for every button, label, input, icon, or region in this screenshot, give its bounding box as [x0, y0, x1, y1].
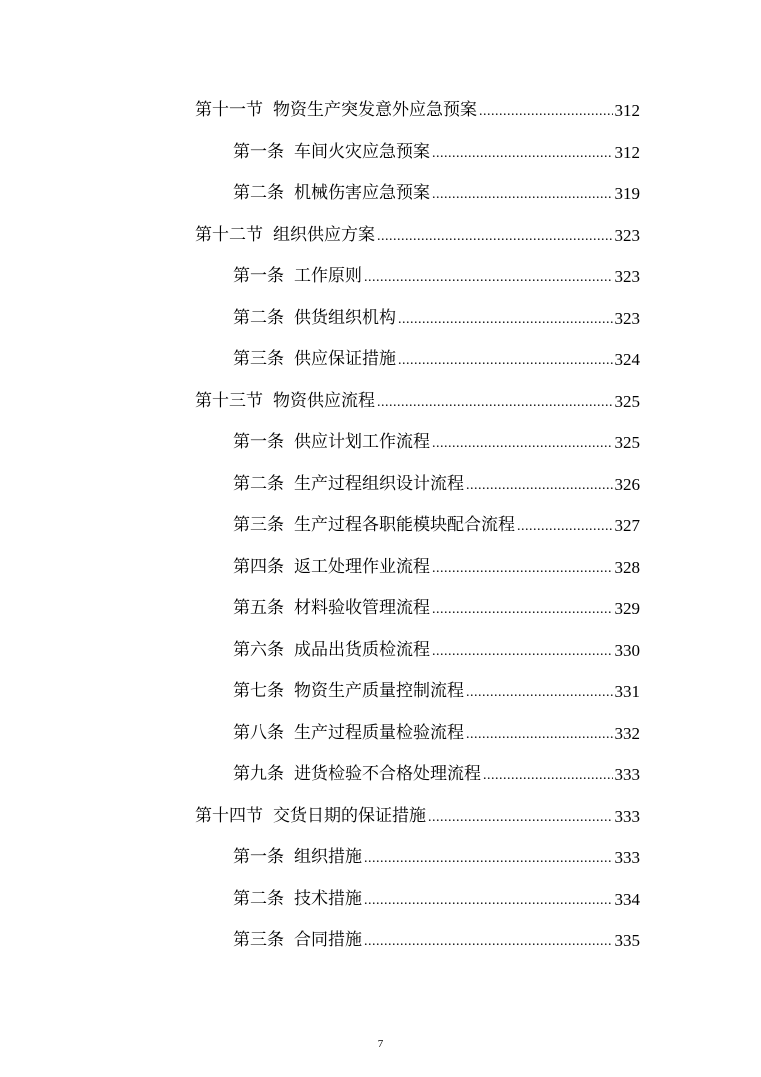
- toc-entry-number: 第四条: [233, 556, 284, 577]
- toc-article-entry[interactable]: [0, 505, 761, 547]
- toc-article-entry[interactable]: [0, 298, 761, 340]
- dot-leader: [517, 517, 613, 534]
- dot-leader: [432, 185, 613, 202]
- toc-entry-page: 319: [614, 184, 640, 204]
- toc-entry-number: 第八条: [233, 722, 284, 743]
- dot-leader: [377, 393, 613, 410]
- dot-leader: [398, 310, 613, 327]
- dot-leader: [432, 642, 613, 659]
- toc-entry-title: 车间火灾应急预案: [294, 141, 430, 162]
- toc-entry-number: 第二条: [233, 888, 284, 909]
- toc-entry-page: 333: [614, 848, 640, 868]
- toc-entry-title: 技术措施: [294, 888, 362, 909]
- toc-article-entry[interactable]: [0, 173, 761, 215]
- toc-entry-number: 第七条: [233, 681, 284, 702]
- toc-entry-title: 进货检验不合格处理流程: [294, 764, 481, 785]
- toc-article-entry[interactable]: [0, 837, 761, 879]
- toc-article-entry[interactable]: [0, 671, 761, 713]
- toc-entry-number: 第一条: [233, 266, 284, 287]
- toc-entry-page: 333: [614, 806, 640, 826]
- dot-leader: [466, 683, 613, 700]
- toc-entry-page: 325: [614, 391, 640, 411]
- toc-entry-number: 第一条: [233, 847, 284, 868]
- toc-entry-number: 第十三节: [195, 390, 263, 411]
- toc-entry-page: 323: [614, 308, 640, 328]
- toc-entry-page: 312: [614, 142, 640, 162]
- toc-section-entry[interactable]: [0, 796, 761, 838]
- toc-entry-number: 第三条: [233, 515, 284, 536]
- page-number: 7: [377, 1038, 384, 1050]
- toc-entry-page: 335: [614, 931, 640, 951]
- toc-entry-page: 312: [614, 101, 640, 121]
- toc-article-entry[interactable]: [0, 879, 761, 921]
- toc-entry-number: 第十一节: [195, 100, 263, 121]
- dot-leader: [398, 351, 613, 368]
- toc-entry-number: 第三条: [233, 930, 284, 951]
- toc-article-entry[interactable]: [0, 630, 761, 672]
- toc-entry-number: 第一条: [233, 432, 284, 453]
- toc-entry-number: 第十四节: [195, 805, 263, 826]
- toc-entry-number: 第五条: [233, 598, 284, 619]
- toc-entry-page: 327: [614, 516, 640, 536]
- toc-article-entry[interactable]: [0, 256, 761, 298]
- toc-entry-title: 生产过程组织设计流程: [294, 473, 464, 494]
- dot-leader: [364, 891, 613, 908]
- dot-leader: [483, 766, 613, 783]
- toc-entry-title: 组织供应方案: [273, 224, 375, 245]
- toc-section-entry[interactable]: [0, 90, 761, 132]
- toc-entry-page: 323: [614, 225, 640, 245]
- dot-leader: [364, 268, 613, 285]
- toc-entry-title: 物资生产质量控制流程: [294, 681, 464, 702]
- toc-article-entry[interactable]: [0, 920, 761, 962]
- dot-leader: [364, 932, 613, 949]
- dot-leader: [479, 102, 613, 119]
- toc-entry-page: 326: [614, 474, 640, 494]
- dot-leader: [432, 144, 613, 161]
- toc-entry-number: 第二条: [233, 183, 284, 204]
- toc-entry-title: 工作原则: [294, 266, 362, 287]
- toc-entry-page: 324: [614, 350, 640, 370]
- toc-entry-number: 第六条: [233, 639, 284, 660]
- table-of-contents: [0, 90, 761, 962]
- toc-article-entry[interactable]: [0, 754, 761, 796]
- toc-article-entry[interactable]: [0, 547, 761, 589]
- toc-entry-title: 物资生产突发意外应急预案: [273, 100, 477, 121]
- toc-entry-title: 合同措施: [294, 930, 362, 951]
- toc-entry-title: 生产过程各职能模块配合流程: [294, 515, 515, 536]
- toc-entry-number: 第三条: [233, 349, 284, 370]
- toc-entry-title: 材料验收管理流程: [294, 598, 430, 619]
- toc-entry-number: 第二条: [233, 307, 284, 328]
- dot-leader: [466, 725, 613, 742]
- dot-leader: [432, 434, 613, 451]
- toc-article-entry[interactable]: [0, 132, 761, 174]
- toc-article-entry[interactable]: [0, 339, 761, 381]
- toc-entry-title: 返工处理作业流程: [294, 556, 430, 577]
- toc-entry-page: 332: [614, 723, 640, 743]
- toc-entry-title: 生产过程质量检验流程: [294, 722, 464, 743]
- toc-entry-number: 第二条: [233, 473, 284, 494]
- toc-article-entry[interactable]: [0, 422, 761, 464]
- toc-entry-title: 供应计划工作流程: [294, 432, 430, 453]
- dot-leader: [377, 227, 613, 244]
- toc-entry-number: 第一条: [233, 141, 284, 162]
- toc-section-entry[interactable]: [0, 381, 761, 423]
- dot-leader: [428, 808, 613, 825]
- toc-entry-page: 331: [614, 682, 640, 702]
- toc-entry-title: 物资供应流程: [273, 390, 375, 411]
- toc-entry-page: 328: [614, 557, 640, 577]
- toc-article-entry[interactable]: [0, 713, 761, 755]
- dot-leader: [364, 849, 613, 866]
- toc-entry-page: 323: [614, 267, 640, 287]
- toc-entry-title: 成品出货质检流程: [294, 639, 430, 660]
- dot-leader: [432, 559, 613, 576]
- dot-leader: [466, 476, 613, 493]
- toc-entry-title: 供应保证措施: [294, 349, 396, 370]
- toc-entry-number: 第九条: [233, 764, 284, 785]
- toc-entry-page: 334: [614, 889, 640, 909]
- toc-entry-title: 交货日期的保证措施: [273, 805, 426, 826]
- toc-entry-page: 325: [614, 433, 640, 453]
- toc-entry-page: 333: [614, 765, 640, 785]
- toc-article-entry[interactable]: [0, 588, 761, 630]
- toc-entry-title: 机械伤害应急预案: [294, 183, 430, 204]
- toc-entry-number: 第十二节: [195, 224, 263, 245]
- toc-entry-title: 组织措施: [294, 847, 362, 868]
- toc-entry-page: 329: [614, 599, 640, 619]
- toc-section-entry[interactable]: [0, 215, 761, 257]
- toc-entry-page: 330: [614, 640, 640, 660]
- dot-leader: [432, 600, 613, 617]
- toc-entry-title: 供货组织机构: [294, 307, 396, 328]
- toc-article-entry[interactable]: [0, 464, 761, 506]
